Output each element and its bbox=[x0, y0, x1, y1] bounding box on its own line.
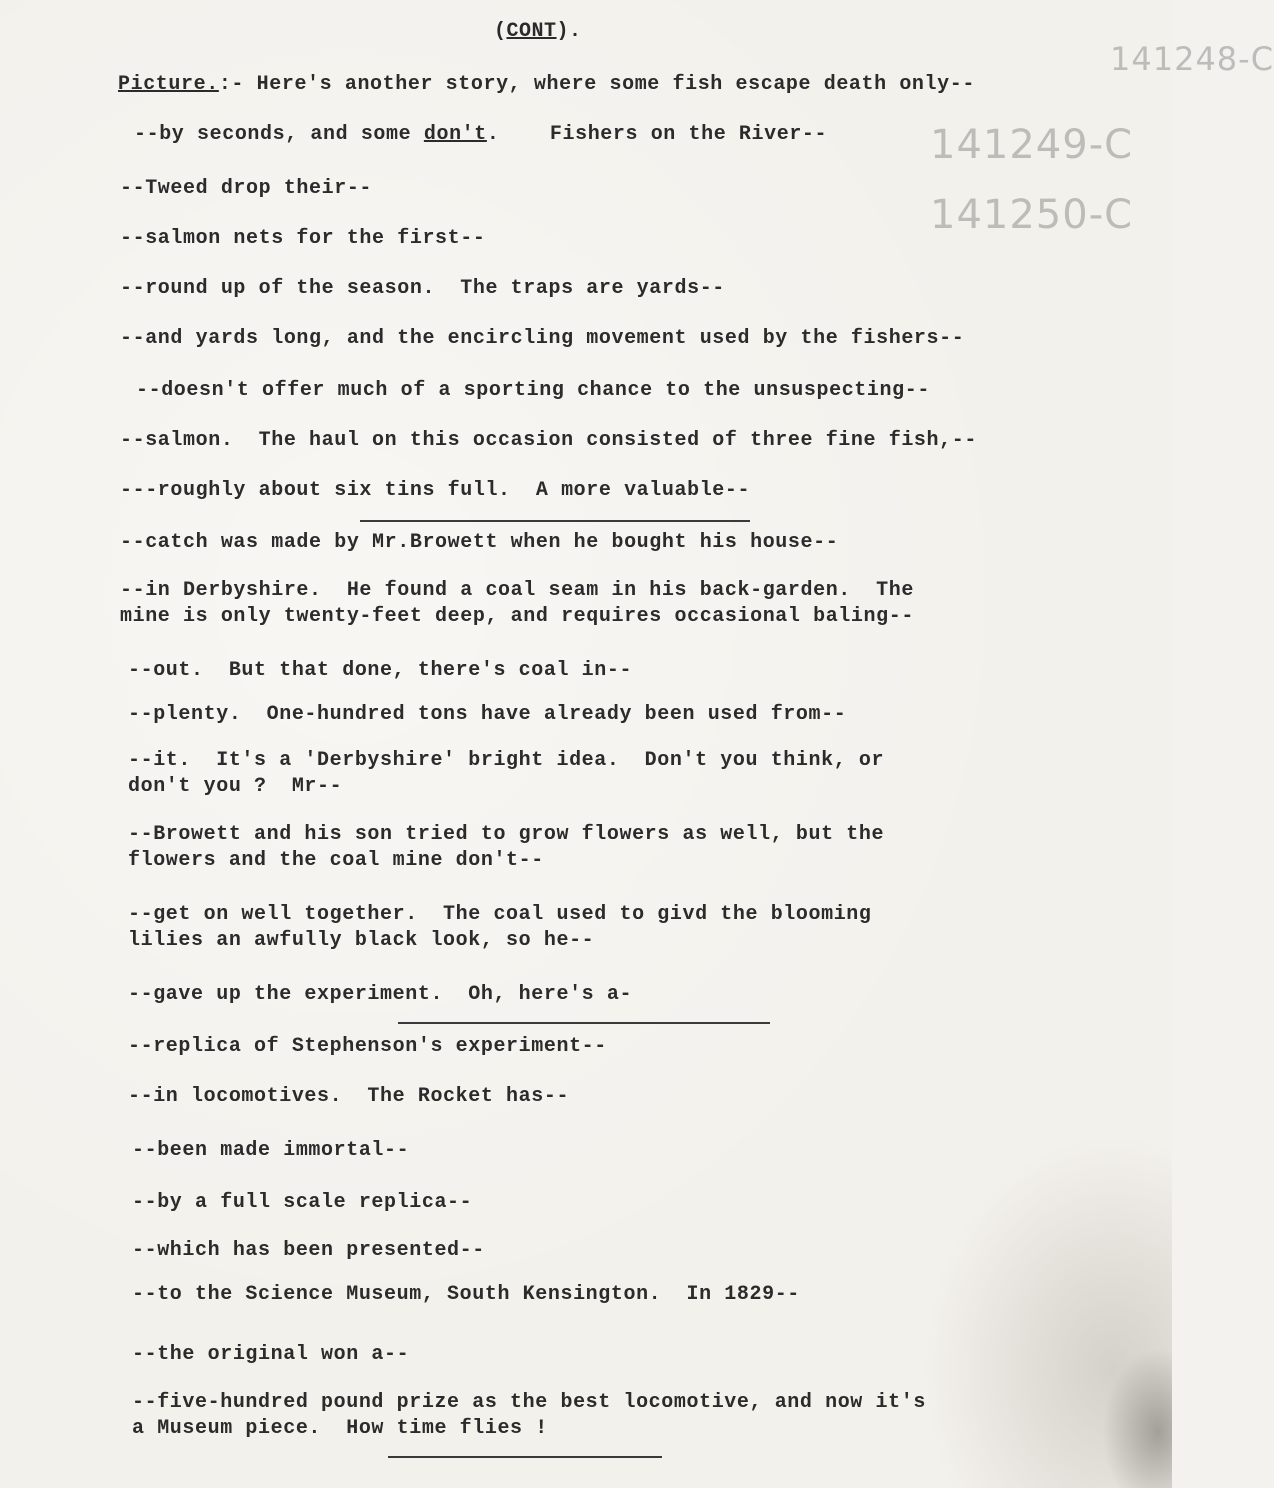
margin-note-2: 141250-C bbox=[930, 192, 1134, 238]
hand-drawn-rule-2 bbox=[398, 1022, 770, 1024]
script-line-10: --catch was made by Mr.Browett when he bought his house-- bbox=[120, 531, 839, 554]
script-line-24: --the original won a-- bbox=[132, 1343, 410, 1366]
heading-close-paren: ). bbox=[556, 20, 582, 43]
script-line-2-b: . Fishers on the River-- bbox=[486, 123, 828, 146]
script-line-14b: don't you ? Mr-- bbox=[128, 775, 343, 798]
script-line-14a: --it. It's a 'Derbyshire' bright idea. Don't you think, or bbox=[128, 749, 885, 772]
script-line-17: --gave up the experiment. Oh, here's a- bbox=[128, 983, 633, 1006]
script-line-3: --Tweed drop their-- bbox=[120, 177, 373, 200]
script-line-1-text: :- Here's another story, where some fish escape death only-- bbox=[218, 73, 975, 96]
script-line-1 bbox=[118, 72, 975, 98]
script-line-20: --been made immortal-- bbox=[132, 1139, 410, 1162]
end-rule bbox=[388, 1456, 662, 1458]
script-line-18: --replica of Stephenson's experiment-- bbox=[128, 1035, 607, 1058]
script-line-16b: lilies an awfully black look, so he-- bbox=[128, 929, 595, 952]
script-line-25a: --five-hundred pound prize as the best locomotive, and now it's bbox=[132, 1391, 926, 1414]
page-smudge bbox=[1102, 1348, 1172, 1488]
heading-cont: CONT bbox=[506, 20, 557, 43]
script-line-2-a: --by seconds, and some bbox=[134, 123, 424, 146]
script-line-2-underlined: don't bbox=[423, 123, 487, 146]
script-line-23: --to the Science Museum, South Kensington. In 1829-- bbox=[132, 1283, 800, 1306]
script-line-7: --doesn't offer much of a sporting chance to the unsuspecting-- bbox=[136, 379, 930, 402]
margin-note-1: 141249-C bbox=[930, 122, 1134, 168]
script-line-22: --which has been presented-- bbox=[132, 1239, 485, 1262]
script-line-11a: --in Derbyshire. He found a coal seam in his back-garden. The bbox=[120, 579, 914, 602]
script-line-12: --out. But that done, there's coal in-- bbox=[128, 659, 633, 682]
script-line-16a: --get on well together. The coal used to givd the blooming bbox=[128, 903, 872, 926]
script-line-15a: --Browett and his son tried to grow flowers as well, but the bbox=[128, 823, 885, 846]
margin-note-top: 141248-C bbox=[1110, 40, 1274, 78]
picture-label: Picture. bbox=[118, 73, 219, 96]
script-line-6: --and yards long, and the encircling movement used by the fishers-- bbox=[120, 327, 965, 350]
script-line-13: --plenty. One-hundred tons have already been used from-- bbox=[128, 703, 847, 726]
script-line-15b: flowers and the coal mine don't-- bbox=[128, 849, 544, 872]
page-heading bbox=[494, 20, 582, 43]
heading-open-paren: ( bbox=[494, 20, 507, 43]
script-line-2 bbox=[134, 122, 827, 148]
hand-drawn-rule-1 bbox=[360, 520, 750, 522]
script-line-5: --round up of the season. The traps are yards-- bbox=[120, 277, 725, 300]
script-line-11b: mine is only twenty-feet deep, and requires occasional baling-- bbox=[120, 605, 914, 628]
script-line-4: --salmon nets for the first-- bbox=[120, 227, 486, 250]
script-line-9: ---roughly about six tins full. A more valuable-- bbox=[120, 479, 751, 502]
script-line-25b: a Museum piece. How time flies ! bbox=[132, 1417, 548, 1440]
script-line-8: --salmon. The haul on this occasion consisted of three fine fish,-- bbox=[120, 429, 977, 452]
script-line-21: --by a full scale replica-- bbox=[132, 1191, 473, 1214]
script-line-19: --in locomotives. The Rocket has-- bbox=[128, 1085, 570, 1108]
